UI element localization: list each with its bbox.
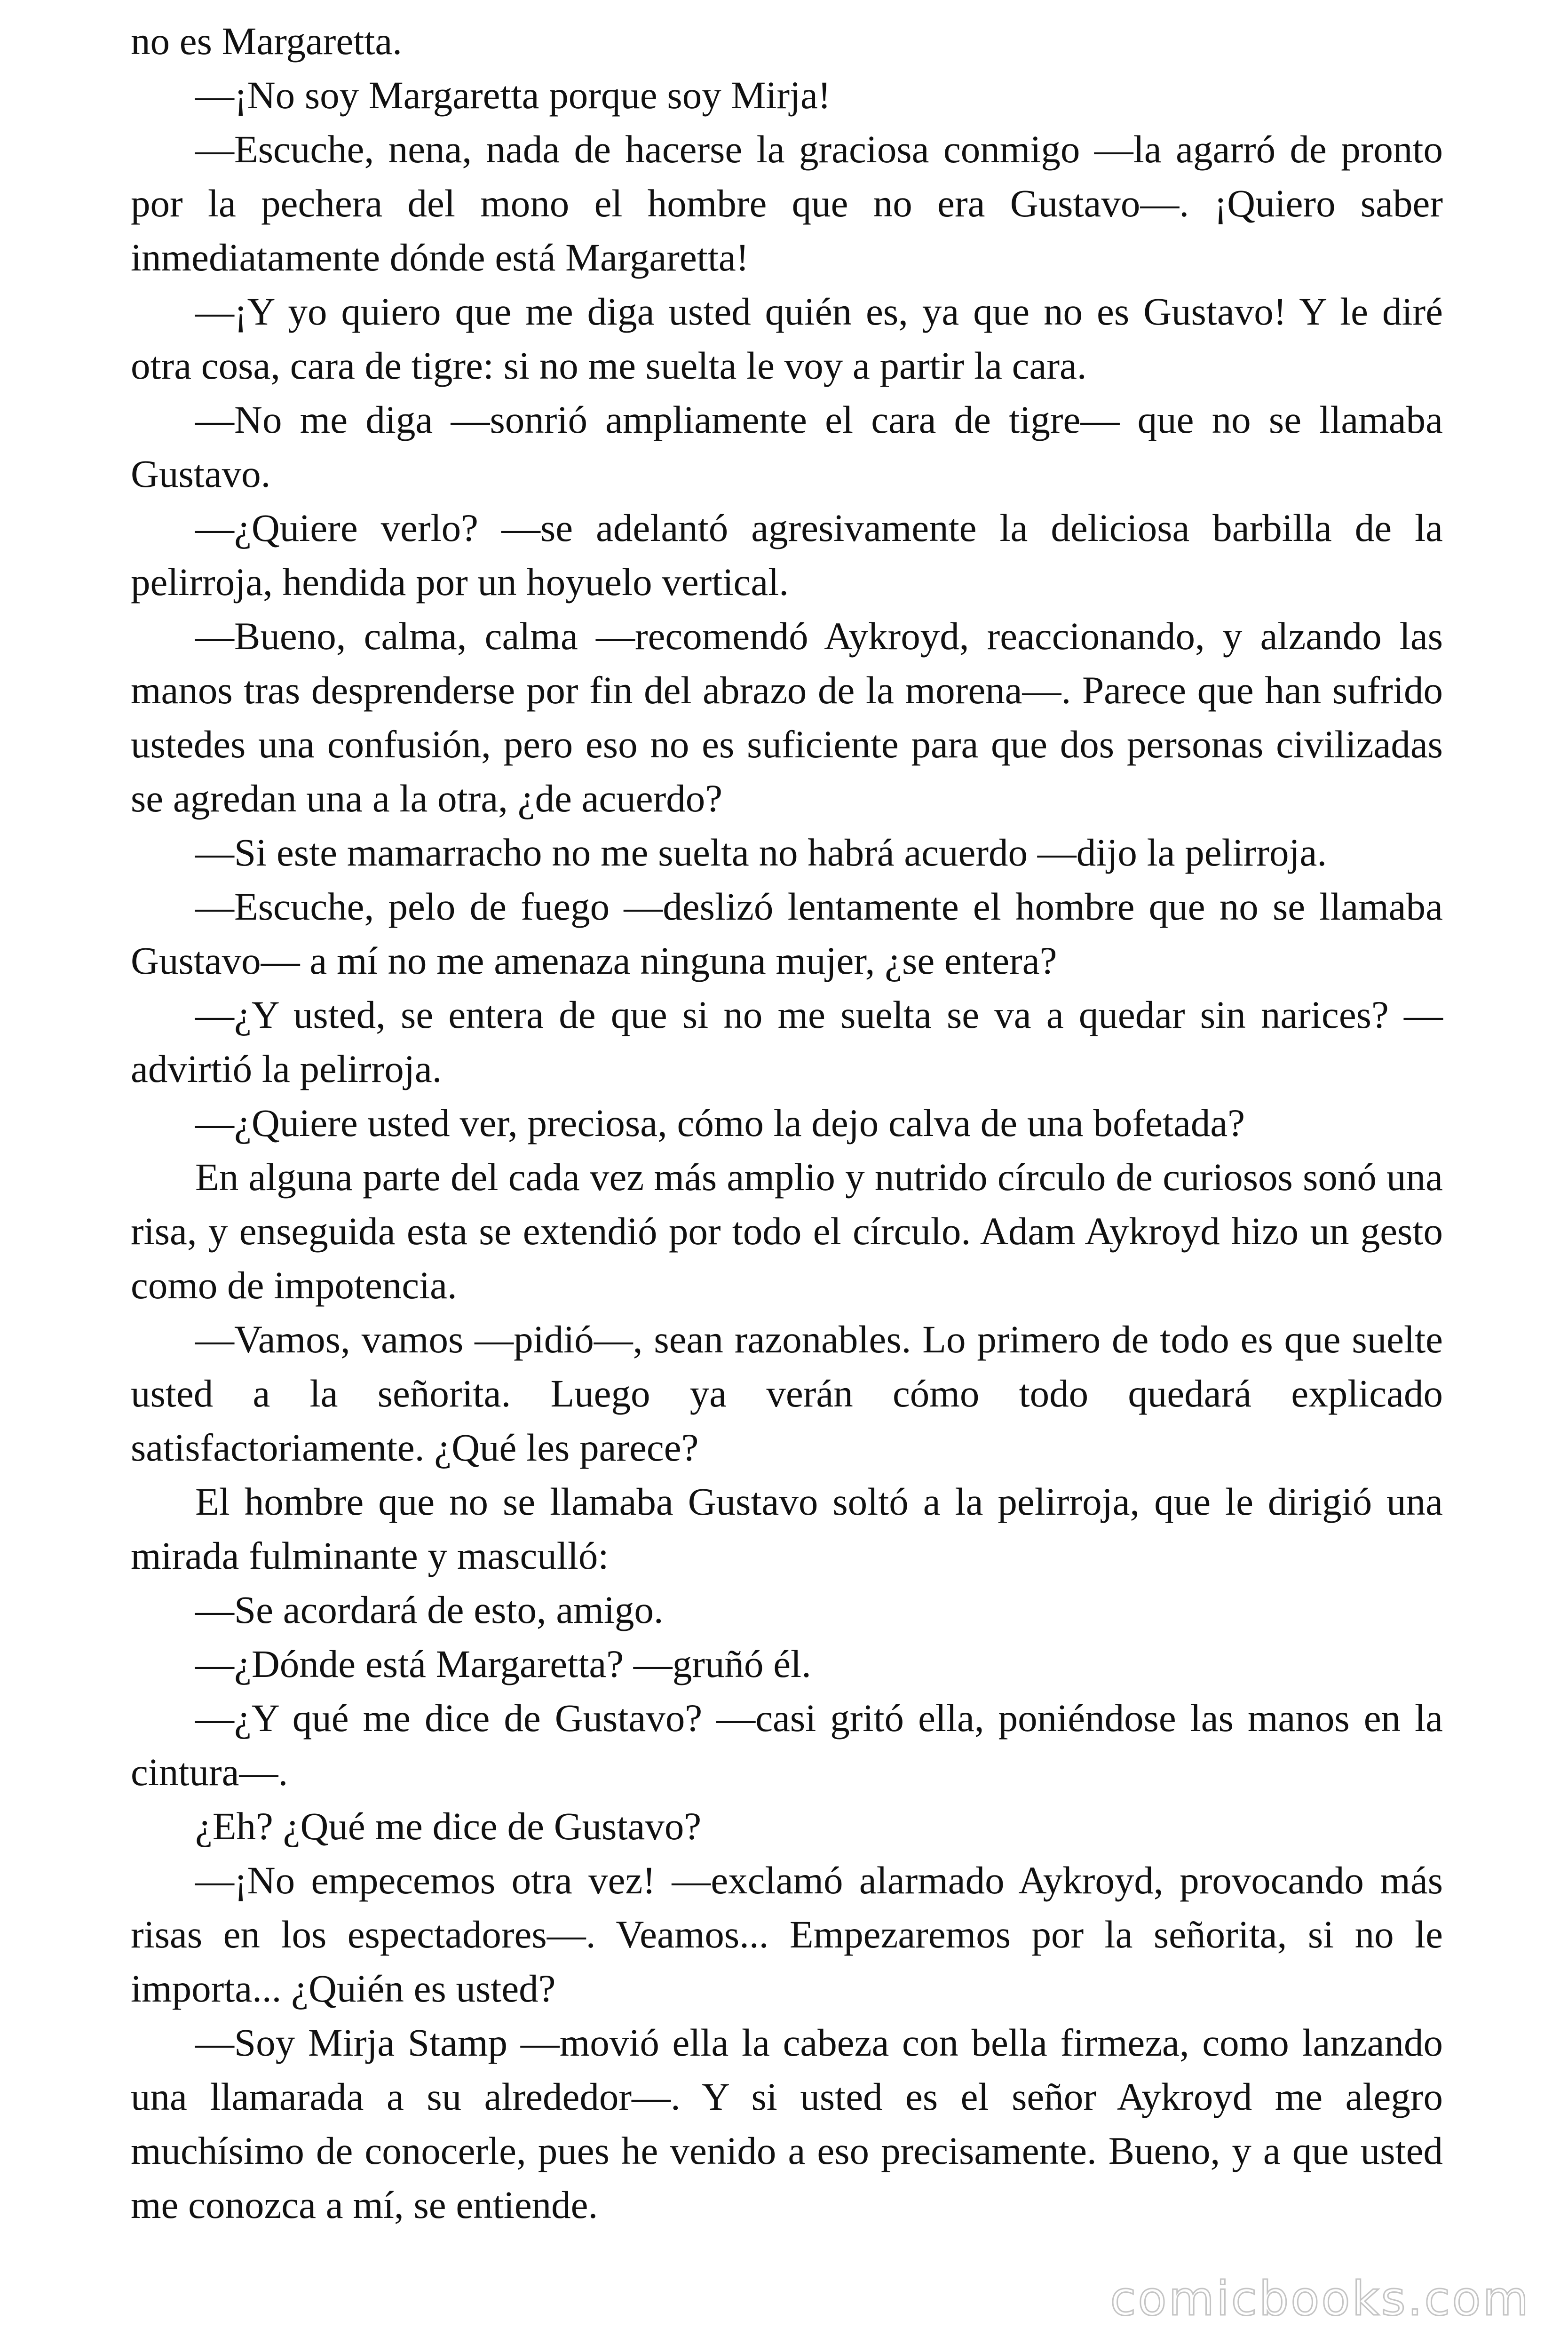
paragraph-3: —Escuche, nena, nada de hacerse la graciosa conmigo —la agarró de pronto por la pechera del mono el hombre que no era Gustavo—. ¡Quiero saber inmediatamente dónde está Margaretta! bbox=[131, 127, 1443, 279]
paragraph-20: —Soy Mirja Stamp —movió ella la cabeza con bella firmeza, como lanzando una llamarada a su alrededor—. Y si usted es el señor Aykroyd me alegro muchísimo de conocerle, pues he venido a eso precisamente. Bueno, y a que usted me conozca a mí, se entiende. bbox=[131, 2021, 1443, 2226]
paragraph-6: —¿Quiere verlo? —se adelantó agresivamente la deliciosa barbilla de la pelirroja, hendida por un hoyuelo vertical. bbox=[131, 506, 1443, 604]
paragraph-9: —Escuche, pelo de fuego —deslizó lentamente el hombre que no se llamaba Gustavo— a mí no me amenaza ninguna mujer, ¿se entera? bbox=[131, 885, 1443, 982]
watermark-logo: comicbooks.com bbox=[1110, 2271, 1530, 2326]
book-page-text bbox=[131, 14, 1443, 2232]
paragraph-2: —¡No soy Margaretta porque soy Mirja! bbox=[195, 73, 831, 117]
paragraph-12: En alguna parte del cada vez más amplio y nutrido círculo de curiosos sonó una risa, y enseguida esta se extendió por todo el círculo. Adam Aykroyd hizo un gesto como de impotencia. bbox=[131, 1155, 1443, 1307]
paragraph-14: El hombre que no se llamaba Gustavo soltó a la pelirroja, que le dirigió una mirada fulminante y masculló: bbox=[131, 1480, 1443, 1577]
paragraph-19: —¡No empecemos otra vez! —exclamó alarmado Aykroyd, provocando más risas en los espectadores—. Veamos... Empezaremos por la señorita, si no le importa... ¿Quién es usted? bbox=[131, 1859, 1443, 2010]
paragraph-11: —¿Quiere usted ver, preciosa, cómo la dejo calva de una bofetada? bbox=[195, 1101, 1245, 1144]
paragraph-1: no es Margaretta. bbox=[131, 19, 402, 63]
paragraph-10: —¿Y usted, se entera de que si no me suelta se va a quedar sin narices? —advirtió la pelirroja. bbox=[131, 993, 1443, 1090]
paragraph-16: —¿Dónde está Margaretta? —gruñó él. bbox=[195, 1642, 811, 1685]
paragraph-18: ¿Eh? ¿Qué me dice de Gustavo? bbox=[195, 1804, 702, 1848]
paragraph-13: —Vamos, vamos —pidió—, sean razonables. Lo primero de todo es que suelte usted a la señorita. Luego ya verán cómo todo quedará explicado satisfactoriamente. ¿Qué les parece? bbox=[131, 1318, 1443, 1469]
paragraph-7: —Bueno, calma, calma —recomendó Aykroyd, reaccionando, y alzando las manos tras desprenderse por fin del abrazo de la morena—. Parece que han sufrido ustedes una confusión, pero eso no es suficiente para que dos personas civilizadas se agredan una a la otra, ¿de acuerdo? bbox=[131, 614, 1443, 820]
paragraph-15: —Se acordará de esto, amigo. bbox=[195, 1588, 664, 1631]
paragraph-17: —¿Y qué me dice de Gustavo? —casi gritó ella, poniéndose las manos en la cintura—. bbox=[131, 1696, 1443, 1794]
paragraph-4: —¡Y yo quiero que me diga usted quién es, ya que no es Gustavo! Y le diré otra cosa, cara de tigre: si no me suelta le voy a partir la cara. bbox=[131, 290, 1443, 387]
paragraph-5: —No me diga —sonrió ampliamente el cara de tigre— que no se llamaba Gustavo. bbox=[131, 398, 1443, 495]
paragraph-8: —Si este mamarracho no me suelta no habrá acuerdo —dijo la pelirroja. bbox=[195, 831, 1327, 874]
